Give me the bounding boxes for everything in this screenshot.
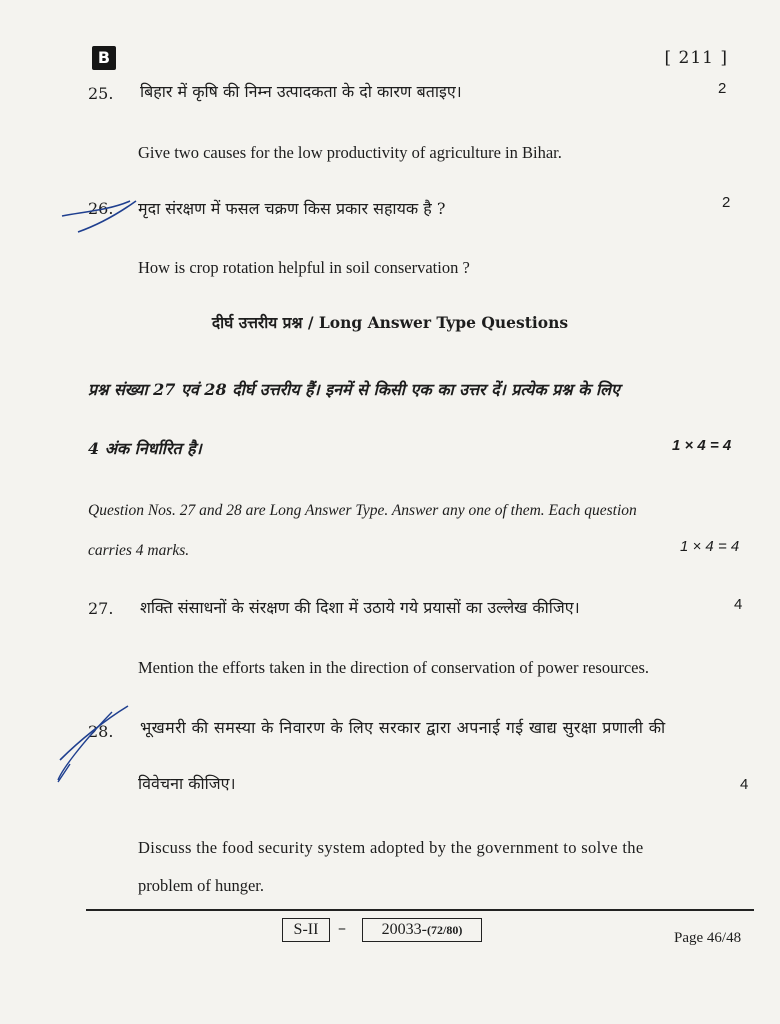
instruction-english-line2: carries 4 marks. [88,542,190,559]
question-28-marks: 4 [740,776,749,793]
instruction-english-marks: 1 × 4 = 4 [680,538,740,555]
paper-code: [ 211 ] [664,48,728,68]
instruction-english-line1: Question Nos. 27 and 28 are Long Answer Type. Answer any one of them. Each question [88,502,637,519]
question-26-number: 26. [88,199,114,218]
pen-mark-q28-lower [58,764,70,782]
question-27-hindi: शक्ति संसाधनों के संरक्षण की दिशा में उठाये गये प्रयासों का उल्लेख कीजिए। [140,598,580,617]
question-25-number: 25. [88,84,114,103]
question-28-hindi-line2: विवेचना कीजिए। [138,774,236,793]
question-27-marks: 4 [734,596,743,613]
question-25-hindi: बिहार में कृषि की निम्न उत्पादकता के दो कारण बताइए। [140,82,462,101]
footer-rule [86,909,754,911]
footer-code-sub: (72/80) [427,923,463,937]
question-26-marks: 2 [722,194,731,211]
question-28-number: 28. [88,722,114,741]
question-26-english: How is crop rotation helpful in soil conservation ? [138,258,470,277]
instruction-hindi-line2: 4 अंक निर्धारित है। [88,439,202,458]
question-26-hindi: मृदा संरक्षण में फसल चक्रण किस प्रकार सहायक है ? [138,199,446,218]
footer-series-box: S-II [282,918,330,942]
question-25-marks: 2 [718,80,727,97]
footer-code-box [362,918,482,942]
question-27-english: Mention the efforts taken in the direction of conservation of power resources. [138,658,650,677]
question-25-english: Give two causes for the low productivity of agriculture in Bihar. [138,143,562,162]
section-heading: दीर्घ उत्तरीय प्रश्न / Long Answer Type Questions [211,313,569,332]
footer-code: 20033- [381,921,427,938]
set-badge: B [92,46,116,70]
question-28-english-line2: problem of hunger. [138,876,265,895]
question-28-hindi-line1: भूखमरी की समस्या के निवारण के लिए सरकार द्वारा अपनाई गई खाद्य सुरक्षा प्रणाली की [140,718,666,737]
page-number: Page 46/48 [674,930,742,946]
question-28-english-line1: Discuss the food security system adopted by the government to solve the [138,838,644,857]
instruction-hindi-line1: प्रश्न संख्या 27 एवं 28 दीर्घ उत्तरीय हैं। इनमें से किसी एक का उत्तर दें। प्रत्येक प्रश्न के लिए [88,380,620,399]
question-27-number: 27. [88,599,114,618]
instruction-hindi-marks: 1 × 4 = 4 [672,437,732,454]
footer-dash: – [338,918,346,937]
